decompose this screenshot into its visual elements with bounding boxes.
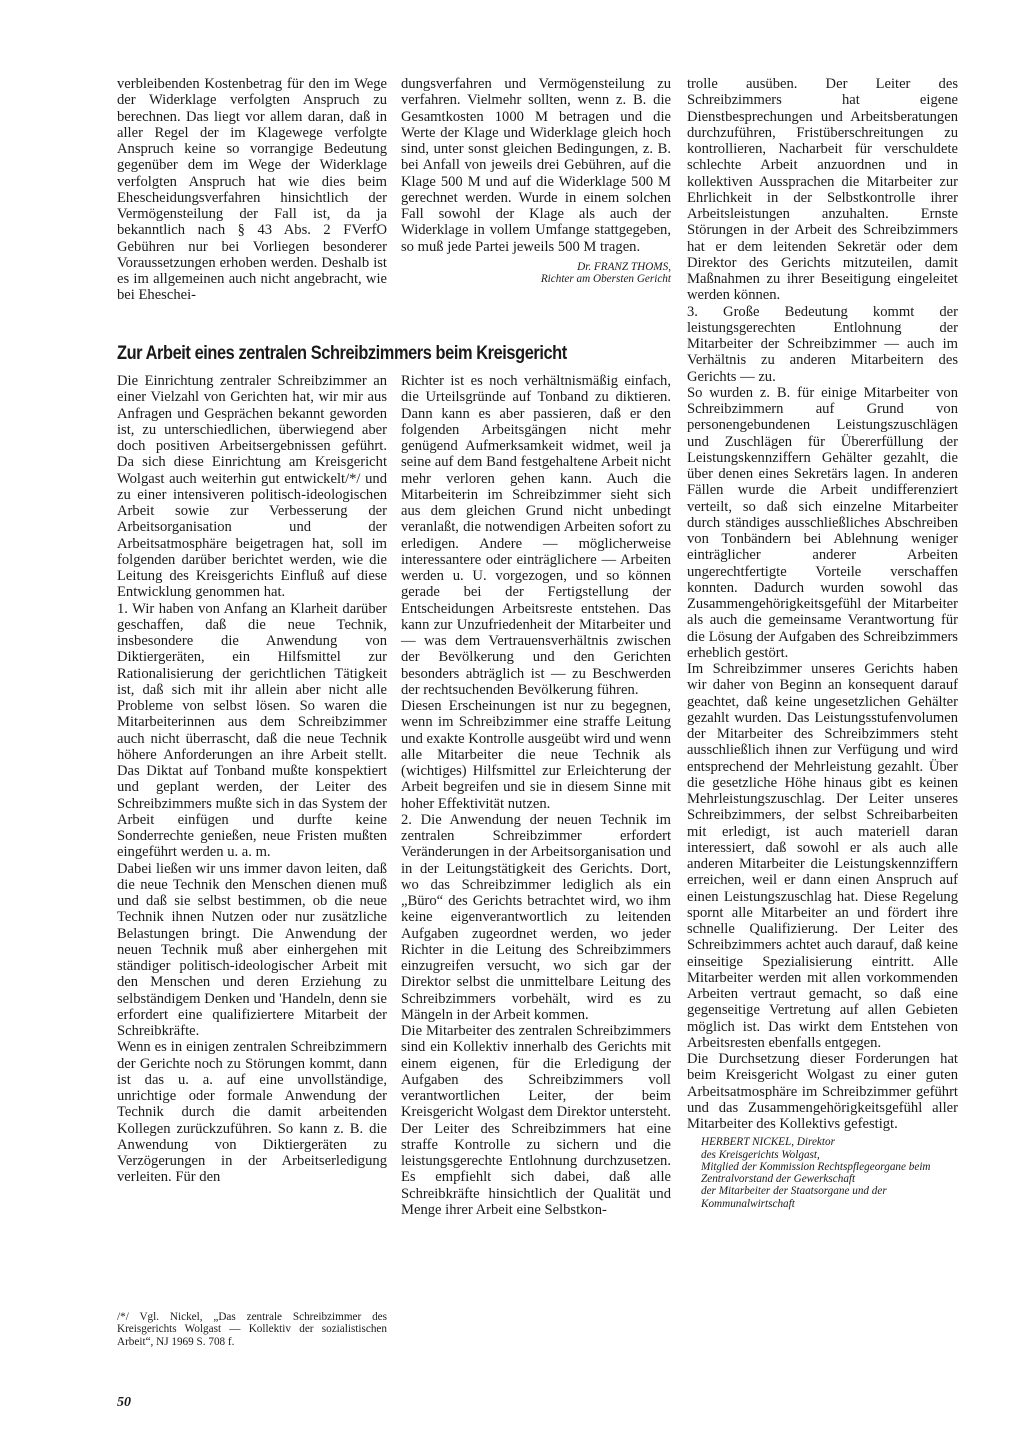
paragraph: Diesen Erscheinungen ist nur zu begegnen, wenn im Schreibzimmer eine straffe Leitung und exakte Kontrolle ausgeübt wird und wenn alle Mitarbeiter die neue Technik als (wichtiges) Hilfsmittel zur Erleichterung der Arbeit begreifen und sie in diesem Sinne mit hoher Effektivität nutzen. bbox=[401, 698, 671, 812]
author-line: des Kreisgerichts Wolgast, bbox=[701, 1148, 820, 1161]
author-signature bbox=[401, 261, 671, 286]
author-line: HERBERT NICKEL, Direktor bbox=[701, 1136, 835, 1149]
page-number: 50 bbox=[117, 1395, 131, 1410]
paragraph: trolle ausüben. Der Leiter des Schreibzimmers hat eigene Dienstbesprechungen und Arbeitsberatungen durchzuführen, Fristüberschreitungen zu kontrollieren, Nacharbeit für verschuldete schlechte Arbeit anzuordnen und in kollektiven Aussprachen die Mitarbeiter zur Ehrlichkeit in der Selbstkontrolle ihrer Arbeitsleistungen anzuhalten. Ernste Störungen in der Arbeit des Schreibzimmers hat er dem leitenden Sekretär oder dem Direktor des Gerichts mitzuteilen, damit Maßnahmen zu ihrer Beseitigung eingeleitet werden können. bbox=[687, 76, 958, 304]
article-headline: Zur Arbeit eines zentralen Schreibzimmers beim Kreisgericht bbox=[117, 342, 567, 364]
paragraph: dungsverfahren und Vermögensteilung zu verfahren. Vielmehr sollten, wenn z. B. die Gesamtkosten 1000 M betragen und die Werte der Klage und Widerklage gleich hoch sind, unter sonst gleichen Bedingungen, z. B. bei Anfall von jeweils drei Gebühren, auf die Klage 500 M und auf die Widerklage 500 M gerechnet werden. Wurde in einem solchen Fall sowohl der Klage als auch der Widerklage in vollem Umfange stattgegeben, so muß jede Partei jeweils 500 M tragen. bbox=[401, 76, 671, 255]
author-role: Richter am Obersten Gericht bbox=[540, 273, 671, 286]
paragraph: Die Durchsetzung dieser Forderungen hat beim Kreisgericht Wolgast zu einer guten Arbeitsatmosphäre im Schreibzimmer geführt und das Zusammengehörigkeitsgefühl aller Mitarbeiter des Kollektivs gefestigt. bbox=[687, 1051, 958, 1132]
paragraph: 1. Wir haben von Anfang an Klarheit darüber geschaffen, daß die neue Technik, insbesondere die Anwendung von Diktiergeräten, ein Hilfsmittel zur Rationalisierung der gerichtlichen Tätigkeit ist, daß sich mit ihr allein aber nicht alle Probleme von selbst lösen. So waren die Mitarbeiterinnen aus dem Schreibzimmer auch nicht überrascht, daß die neue Technik höhere Anforderungen an ihre Arbeit stellt. Das Diktat auf Tonband mußte konspektiert und geplant werden, der Leiter des Schreibzimmers mußte sich in das System der Arbeit einfügen und durfte keine Sonderrechte genießen, neue Fristen mußten eingeführt werden u. a. m. bbox=[117, 600, 387, 861]
paragraph: Richter ist es noch verhältnismäßig einfach, die Urteilsgründe auf Tonband zu diktieren. Dann kann es aber passieren, daß er den folgenden Arbeitsgängen nicht mehr genügend Aufmerksamkeit widmet, weil ja seine auf dem Band festgehaltene Arbeit nicht mehr verloren gehen kann. Auch die Mitarbeiterin im Schreibzimmer sieht sich aus dem gleichen Grund nicht unbedingt veranlaßt, die notwendigen Arbeiten sofort zu erledigen. Andere — möglicherweise interessantere oder einträglichere — Arbeiten werden u. U. vorgezogen, und so können gerade bei der Fertigstellung der Entscheidungen Arbeitsreste entstehen. Das kann zur Unzufriedenheit der Mitarbeiter und — was dem Vertrauensverhältnis zwischen der Bevölkerung und den Gerichten besonders abträglich ist — zu Beschwerden der rechtsuchenden Bevölkerung führen. bbox=[401, 373, 671, 698]
paragraph: Im Schreibzimmer unseres Gerichts haben wir daher von Beginn an konsequent darauf geachtet, daß keine ungesetzlichen Gehälter gezahlt wurden. Das Leistungsstufenvolumen der Mitarbeiter des Schreibzimmers steht ausschließlich ihnen zur Verfügung und wird entsprechend der Mehrleistung gezahlt. Über die gesetzliche Höhe hinaus gibt es keinen Mehrleistungszuschlag. Der Leiter unseres Schreibzimmers, der selbst Schreibarbeiten mit erledigt, ist auch materiell daran interessiert, daß sowohl er als auch alle anderen Mitarbeiter die Leistungskennziffern erreichen, weil er dann einen Anspruch auf einen Leistungszuschlag hat. Diese Regelung spornt alle Mitarbeiter an und fördert ihre schnelle Qualifizierung. Der Leiter des Schreibzimmers achtet auch darauf, daß keine einseitige Spezialisierung eintritt. Alle Mitarbeiter werden mit allen vorkommenden Arbeiten vertraut gemacht, so daß eine gegenseitige Vertretung auf allen Gebieten möglich ist. Das wirkt dem Entstehen von Arbeitsresten ebenfalls entgegen. bbox=[687, 661, 958, 1051]
article-author-signature bbox=[687, 1136, 958, 1210]
paragraph: So wurden z. B. für einige Mitarbeiter von Schreibzimmern auf Grund von personengebundenen Leistungszuschlägen und Zuschlägen für Übererfüllung der Leistungskennziffern Gehälter gezahlt, die über denen eines Sekretärs lagen. In anderen Fällen wurde die Arbeit undifferenziert verteilt, so daß sich einzelne Mitarbeiter durch ständiges ausschließliches Abschreiben von Tonbändern bei Ablehnung weniger einträglicher anderer Arbeiten ungerechtfertigte Vorteile verschaffen konnten. Dadurch wurden sowohl das Zusammengehörigkeitsgefühl der Mitarbeiter als auch die gemeinsame Verantwortung für die Lösung der Aufgaben des Schreibzimmers erheblich gestört. bbox=[687, 384, 958, 661]
article-column-2 bbox=[401, 373, 671, 1218]
author-line: Mitglied der Kommission Rechtspflegeorgane beim Zentralvorstand der Gewerkschaft bbox=[701, 1160, 931, 1186]
paragraph: 3. Große Bedeutung kommt der leistungsgerechten Entlohnung der Mitarbeiter der Schreibzimmer — auch im Verhältnis zu anderen Mitarbeitern des Gerichts — zu. bbox=[687, 303, 958, 385]
paragraph: Die Mitarbeiter des zentralen Schreibzimmers sind ein Kollektiv innerhalb des Gerichts mit einem eigenen, für die Erledigung der Aufgaben des Schreibzimmers voll verantwortlichen Leiter, der beim Kreisgericht Wolgast dem Direktor untersteht. Der Leiter des Schreibzimmers hat eine straffe Kontrolle zu sichern und die leistungsgerechte Entlohnung durchzusetzen. Es empfiehlt sich dabei, daß alle Schreibkräfte hinsichtlich der Qualität und Menge ihrer Arbeit eine Selbstkon- bbox=[401, 1023, 671, 1218]
paragraph: 2. Die Anwendung der neuen Technik im zentralen Schreibzimmer erfordert Veränderungen in der Arbeitsorganisation und in der Leitungstätigkeit des Gerichts. Dort, wo das Schreibzimmer lediglich als ein „Büro“ des Gerichts betrachtet wird, wo ihm keine eigenverantwortlich zu leitenden Aufgaben zugeordnet werden, wo jeder Richter in die Leitung des Schreibzimmers einzugreifen versucht, wo sich gar der Direktor selbst die unmittelbare Leitung des Schreibzimmers vorbehält, wird es zu Mängeln in der Arbeit kommen. bbox=[401, 811, 671, 1023]
paragraph: Die Einrichtung zentraler Schreibzimmer an einer Vielzahl von Gerichten hat, wir mir aus Anfragen und Gesprächen bekannt geworden ist, zu unterschiedlichen, überwiegend aber doch positiven Arbeitsergebnissen geführt. Da sich diese Einrichtung am Kreisgericht Wolgast auch weiterhin gut entwickelt/*/ und zu einer intensiveren politisch-ideologischen Arbeit sowie zur Verbesserung der Arbeitsorganisation und der Arbeitsatmosphäre beigetragen hat, soll im folgenden darüber berichtet werden, wie die Leitung des Kreisgerichts Einfluß auf diese Entwicklung genommen hat. bbox=[117, 373, 387, 601]
footnote: /*/ Vgl. Nickel, „Das zentrale Schreibzimmer des Kreisgerichts Wolgast — Kollektiv der sozialistischen Arbeit“, NJ 1969 S. 708 f. bbox=[117, 1311, 387, 1348]
article-column-3 bbox=[687, 76, 958, 1210]
paragraph: Dabei ließen wir uns immer davon leiten, daß die neue Technik den Menschen dienen muß und daß sie selbst bestimmen, ob die neue Technik ihnen Nutzen oder nur zusätzliche Belastungen bringt. Die Anwendung der neuen Technik muß aber einhergehen mit ständiger politisch-ideologischer Arbeit mit den Menschen und deren Erziehung zu selbständigem Denken und 'Handeln, denn sie erfordert eine qualifiziertere Mitarbeit der Schreibkräfte. bbox=[117, 860, 387, 1039]
author-line: der Mitarbeiter der Staatsorgane und der Kommunalwirtschaft bbox=[701, 1185, 887, 1210]
top-column-1 bbox=[117, 76, 387, 304]
author-name: Dr. FRANZ THOMS, bbox=[577, 260, 671, 273]
paragraph: Wenn es in einigen zentralen Schreibzimmern der Gerichte noch zu Störungen kommt, dann ist das u. a. auf eine unvollständige, unrichtige oder formale Anwendung der Technik durch die damit arbeitenden Kollegen zurückzuführen. So kann z. B. die Anwendung von Diktiergeräten zu Verzögerungen in der Arbeitserledigung verleiten. Für den bbox=[117, 1039, 387, 1186]
paragraph: verbleibenden Kostenbetrag für den im Wege der Widerklage verfolgten Anspruch zu berechnen. Das liegt vor allem daran, daß in aller Regel der im Klagewege verfolgte Anspruch keine so vorrangige Bedeutung gegenüber dem im Wege der Widerklage verfolgten Anspruch hat wie dies beim Ehescheidungsverfahren hinsichtlich der Vermögensteilung der Fall ist, da ja bekanntlich nach § 43 Abs. 2 FVerfO Gebühren nur bei Vorliegen besonderer Voraussetzungen erhoben werden. Deshalb ist es im allgemeinen auch nicht angebracht, wie bei Eheschei- bbox=[117, 76, 387, 304]
top-column-2 bbox=[401, 76, 671, 286]
article-column-1 bbox=[117, 373, 387, 1186]
